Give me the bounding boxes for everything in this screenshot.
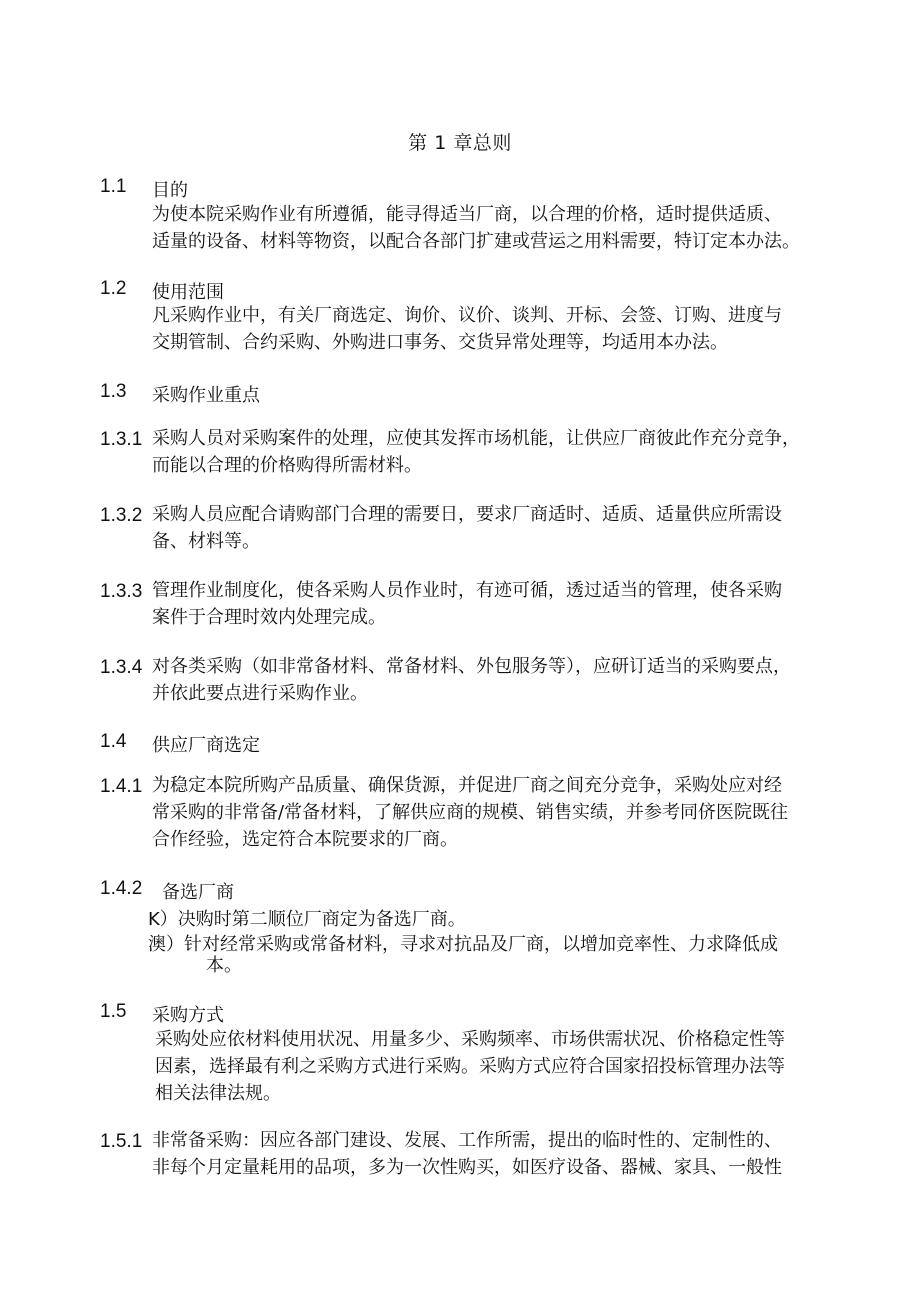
section-1-3-4-number: 1.3.4 xyxy=(100,657,143,678)
section-1-4-2-title: 备选厂商 xyxy=(162,882,234,903)
section-1-3-3-body xyxy=(152,577,782,631)
section-1-3-title: 采购作业重点 xyxy=(152,385,260,406)
paragraph-line: 采购处应依材料使用状况、用量多少、采购频率、市场供需状况、价格稳定性等 xyxy=(155,1029,785,1050)
section-1-5-number: 1.5 xyxy=(100,1001,127,1022)
section-1-4-1-body xyxy=(152,772,788,853)
list-item-continuation: 本。 xyxy=(206,955,242,976)
paragraph-line: 对各类采购（如非常备材料、常备材料、外包服务等），应研订适当的采购要点， xyxy=(152,656,791,677)
section-1-3-2-body xyxy=(152,501,782,555)
section-1-3-3-number: 1.3.3 xyxy=(100,581,143,602)
section-1-3-1-body xyxy=(152,425,800,479)
section-1-3-1-number: 1.3.1 xyxy=(100,429,143,450)
paragraph-line: 适量的设备、材料等物资，以配合各部门扩建或营运之用料需要，特订定本办法。 xyxy=(152,231,800,252)
section-1-1-number: 1.1 xyxy=(100,176,127,197)
paragraph-line: 合作经验，选定符合本院要求的厂商。 xyxy=(152,829,458,850)
section-1-3-number: 1.3 xyxy=(100,381,127,402)
section-1-2-number: 1.2 xyxy=(100,278,127,299)
paragraph-line: 非每个月定量耗用的品项，多为一次性购买，如医疗设备、器械、家具、一般性 xyxy=(152,1157,782,1178)
paragraph-line: 并依此要点进行采购作业。 xyxy=(152,683,368,704)
section-1-4-number: 1.4 xyxy=(100,731,127,752)
paragraph-line: 采购人员对采购案件的处理，应使其发挥市场机能，让供应厂商彼此作充分竞争， xyxy=(152,428,800,449)
section-1-2-title: 使用范围 xyxy=(152,282,224,303)
section-1-4-1-number: 1.4.1 xyxy=(100,776,143,797)
paragraph-line: 而能以合理的价格购得所需材料。 xyxy=(152,455,422,476)
paragraph-line: 非常备采购：因应各部门建设、发展、工作所需，提出的临时性的、定制性的、 xyxy=(152,1130,782,1151)
section-1-3-2-number: 1.3.2 xyxy=(100,505,143,526)
paragraph-line: 为使本院采购作业有所遵循，能寻得适当厂商，以合理的价格，适时提供适质、 xyxy=(152,204,782,225)
chapter-title: 第 1 章总则 xyxy=(408,132,512,154)
paragraph-line: 因素，选择最有利之采购方式进行采购。采购方式应符合国家招投标管理办法等 xyxy=(155,1056,785,1077)
section-1-2-body xyxy=(152,302,782,356)
paragraph-line: 交期管制、合约采购、外购进口事务、交货异常处理等，均适用本办法。 xyxy=(152,332,728,353)
paragraph-line: 管理作业制度化，使各采购人员作业时，有迹可循，透过适当的管理，使各采购 xyxy=(152,580,782,601)
paragraph-line: 凡采购作业中，有关厂商选定、询价、议价、谈判、开标、会签、订购、进度与 xyxy=(152,305,782,326)
section-1-1-body xyxy=(152,201,800,255)
section-1-1-title: 目的 xyxy=(152,180,188,201)
paragraph-line: 为稳定本院所购产品质量、确保货源，并促进厂商之间充分竞争，采购处应对经 xyxy=(152,775,782,796)
paragraph-line: 案件于合理时效内处理完成。 xyxy=(152,607,386,628)
section-1-5-1-body xyxy=(152,1127,782,1181)
section-1-5-body xyxy=(155,1026,785,1107)
section-1-4-title: 供应厂商选定 xyxy=(152,735,260,756)
paragraph-line: 相关法律法规。 xyxy=(155,1083,281,1104)
section-1-4-2-number: 1.4.2 xyxy=(100,878,143,899)
list-item: 澳）针对经常采购或常备材料，寻求对抗品及厂商，以增加竞率性、力求降低成 xyxy=(148,934,778,955)
paragraph-line: 常采购的非常备/常备材料，了解供应商的规模、销售实绩，并参考同侪医院既往 xyxy=(152,802,789,823)
section-1-5-1-number: 1.5.1 xyxy=(100,1131,143,1152)
list-item: K）决购时第二顺位厂商定为备选厂商。 xyxy=(148,909,466,930)
paragraph-line: 采购人员应配合请购部门合理的需要日，要求厂商适时、适质、适量供应所需设 xyxy=(152,504,782,525)
section-1-5-title: 采购方式 xyxy=(152,1005,224,1026)
paragraph-line: 备、材料等。 xyxy=(152,531,260,552)
section-1-3-4-body xyxy=(152,653,791,707)
